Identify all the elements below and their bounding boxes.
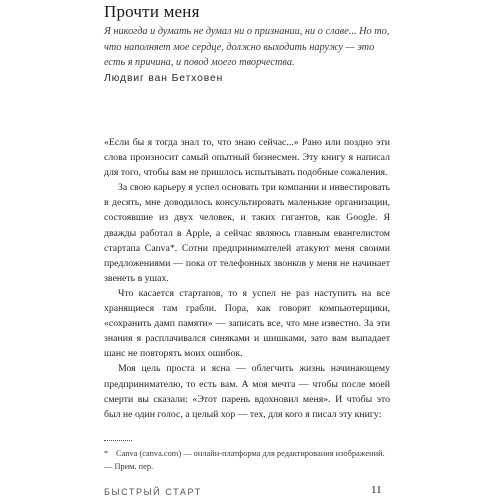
body-text bbox=[104, 135, 390, 422]
epigraph-text: Я никогда и думать не думал ни о признании, ни о славе... Но то, что наполняет мое сердце, должно выходить наружу — это есть я причина, и повод моего творчества. bbox=[104, 26, 390, 68]
footnote-text: Canva (canva.com) — онлайн-платформа для редактирования изображений. — Прим. пер. bbox=[104, 449, 385, 471]
chapter-title: Прочти меня bbox=[104, 2, 200, 21]
body-paragraph-4: Моя цель проста и ясна — облегчить жизнь начинающему предпринимателю, то есть вам. А моя мечта — чтобы после моей смерти вы сказали: «Этот парень вдохновил меня». И чтобы это был не один голос, а целый хор — тех, для кого я писал эту книгу: bbox=[104, 363, 390, 420]
page-number: 11 bbox=[371, 484, 382, 496]
running-footer-title: БЫСТРЫЙ СТАРТ bbox=[104, 487, 202, 497]
body-paragraph-2: За свою карьеру я успел основать три компании и инвестировать в десять, мне доводилось консультировать маленькие организации, состоявшие из двух человек, и таких гигантов, как Google. Я дважды работал в Apple, а сейчас являюсь главным евангелистом стартапа Canva*. Сотни предпринимателей атакуют меня своими предложениями — пока от телефонных звонков у меня не начинает звенеть в ушах. bbox=[104, 182, 390, 284]
body-paragraph-1: «Если бы я тогда знал то, что знаю сейчас...» Рано или поздно эти слова произносит самый опытный бизнесмен. Эту книгу я написал для того, чтобы вам не пришлось испытывать подобные сожаления. bbox=[104, 137, 390, 179]
footnote bbox=[104, 448, 390, 473]
footnote-mark: * bbox=[104, 449, 109, 458]
epigraph-author: Людвиг ван Бетховен bbox=[104, 73, 224, 84]
footnote-separator bbox=[104, 440, 132, 441]
body-paragraph-3: Что касается стартапов, то я успел не раз наступить на все хранящиеся там грабли. Пора, как говорят компьютерщики, «сохранить дамп памяти» — записать все, что мне известно. За эти знания я расплачивался синяками и шишками, зато вам выпадает шанс не повторять моих ошибок. bbox=[104, 287, 390, 360]
